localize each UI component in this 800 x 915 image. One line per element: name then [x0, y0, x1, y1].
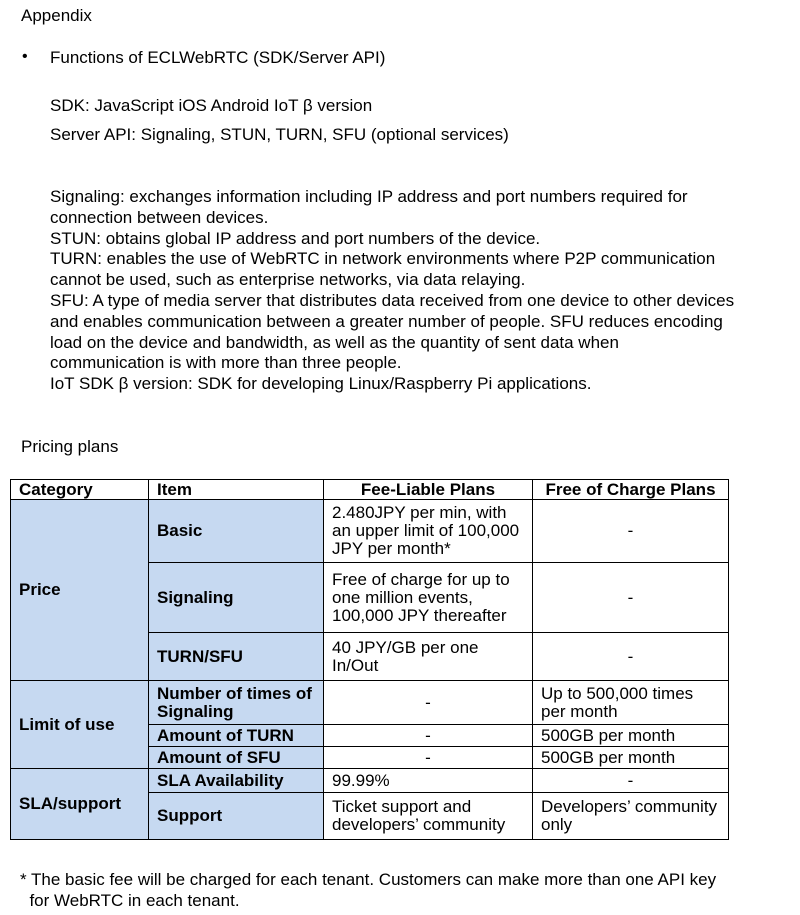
- note-line: IoT SDK β version: SDK for developing Linux/Raspberry Pi applications.: [50, 374, 592, 394]
- fee-amount-sfu: -: [324, 747, 533, 769]
- page-title: Appendix: [21, 6, 92, 25]
- note-line: and enables communication between a greater number of people. SFU reduces encoding: [50, 311, 723, 331]
- note-line: SFU: A type of media server that distributes data received from one device to other devices: [50, 290, 735, 310]
- header-category: Category: [11, 480, 149, 500]
- free-support: Developers’ community only: [533, 793, 729, 840]
- category-limit: Limit of use: [11, 681, 149, 769]
- header-free: Free of Charge Plans: [533, 480, 729, 500]
- footnote-line: * The basic fee will be charged for each tenant. Customers can make more than one API key: [20, 870, 717, 889]
- sdk-line: SDK: JavaScript iOS Android IoT β version: [50, 96, 373, 115]
- table-header-row: [11, 480, 729, 500]
- note-line: Signaling: exchanges information including IP address and port numbers required for: [50, 187, 688, 206]
- free-signaling: -: [533, 563, 729, 633]
- note-line: STUN: obtains global IP address and port numbers of the device.: [50, 228, 541, 248]
- header-item: Item: [149, 480, 324, 500]
- note-line: cannot be used, such as enterprise networks, via data relaying.: [50, 270, 526, 290]
- fee-turn-sfu: 40 JPY/GB per one In/Out: [324, 633, 533, 681]
- note-line: TURN: enables the use of WebRTC in network environments where P2P communication: [50, 249, 716, 269]
- category-sla: SLA/support: [11, 769, 149, 840]
- note-line: load on the device and bandwidth, as well as the quantity of sent data when: [50, 332, 619, 352]
- table-row: [11, 681, 729, 725]
- item-amount-turn: Amount of TURN: [149, 725, 324, 747]
- note-line: connection between devices.: [50, 207, 269, 227]
- fee-sla-availability: 99.99%: [324, 769, 533, 793]
- pricing-table: [10, 479, 729, 840]
- item-support: Support: [149, 793, 324, 840]
- item-signaling: Signaling: [149, 563, 324, 633]
- item-amount-sfu: Amount of SFU: [149, 747, 324, 769]
- fee-signaling-count: -: [324, 681, 533, 725]
- pricing-title: Pricing plans: [21, 437, 119, 456]
- free-signaling-count: Up to 500,000 times per month: [533, 681, 729, 725]
- footnote: [20, 869, 716, 911]
- item-signaling-count: Number of times of Signaling: [149, 681, 324, 725]
- server-api-line: Server API: Signaling, STUN, TURN, SFU (optional services): [50, 125, 509, 144]
- item-basic: Basic: [149, 500, 324, 563]
- free-turn-sfu: -: [533, 633, 729, 681]
- header-fee-liable: Fee-Liable Plans: [324, 480, 533, 500]
- footnote-line: for WebRTC in each tenant.: [20, 891, 240, 910]
- table-row: [11, 500, 729, 563]
- free-sla-availability: -: [533, 769, 729, 793]
- service-notes: [50, 187, 790, 395]
- free-amount-sfu: 500GB per month: [533, 747, 729, 769]
- item-sla-availability: SLA Availability: [149, 769, 324, 793]
- table-row: [11, 769, 729, 793]
- fee-support: Ticket support and developers’ community: [324, 793, 533, 840]
- bullet-icon: •: [22, 48, 28, 65]
- functions-heading: Functions of ECLWebRTC (SDK/Server API): [50, 48, 386, 67]
- note-line: communication is with more than three people.: [50, 353, 402, 373]
- category-price: Price: [11, 500, 149, 681]
- fee-amount-turn: -: [324, 725, 533, 747]
- free-basic: -: [533, 500, 729, 563]
- fee-signaling: Free of charge for up to one million events, 100,000 JPY thereafter: [324, 563, 533, 633]
- free-amount-turn: 500GB per month: [533, 725, 729, 747]
- item-turn-sfu: TURN/SFU: [149, 633, 324, 681]
- fee-basic: 2.480JPY per min, with an upper limit of 100,000 JPY per month*: [324, 500, 533, 563]
